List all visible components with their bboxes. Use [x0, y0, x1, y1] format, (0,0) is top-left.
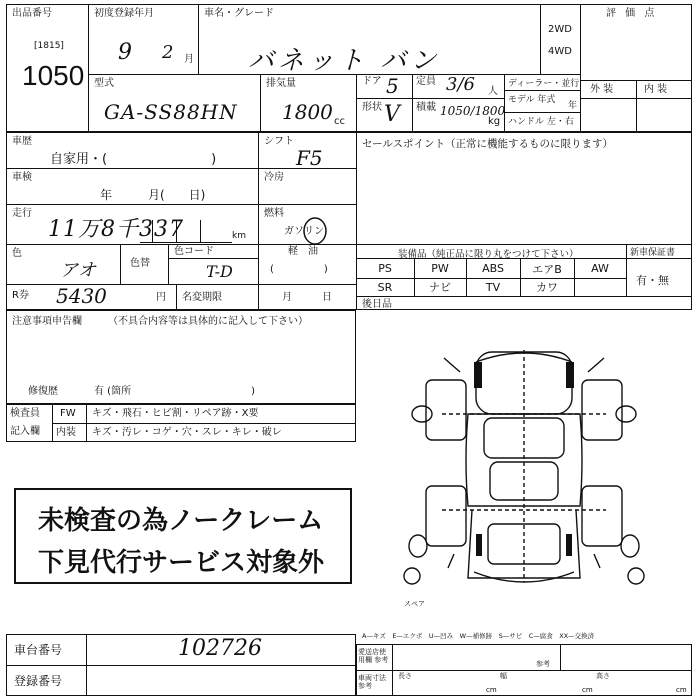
- inspector-label-2: 記入欄: [10, 426, 40, 437]
- load-label: 積載: [416, 102, 436, 113]
- name-change-label: 名変期限: [182, 292, 222, 303]
- fuel-paren: ( ): [270, 264, 328, 275]
- doors-label: ドア: [362, 76, 382, 87]
- lot-number-label: 出品番号: [12, 8, 52, 19]
- shift-label: シフト: [264, 136, 294, 147]
- notice-line-1: 未検査の為ノークレーム: [38, 506, 324, 536]
- equipment-leather: カワ: [536, 281, 558, 294]
- notes-subtitle: （不具合内容等は具体的に記入して下さい）: [108, 316, 308, 327]
- fuel-gasoline: ガソリン: [284, 226, 324, 237]
- first-registration-year: 9: [118, 40, 132, 65]
- score-label: 評 価 点: [606, 8, 658, 19]
- recycle-label: R券: [12, 290, 29, 301]
- inspection-label: 車検: [12, 172, 32, 183]
- ac-label: 冷房: [264, 172, 284, 183]
- later-items-label: 後日品: [362, 299, 392, 310]
- length-unit: cm: [486, 686, 497, 694]
- name-change-value: 月 日: [282, 292, 332, 303]
- inspector-label-1: 検査員: [10, 408, 40, 419]
- inspection-value: 年 月( 日): [100, 188, 206, 202]
- model-value: GA-SS88HN: [104, 100, 238, 124]
- dealer-label: ディーラー・並行: [508, 79, 580, 89]
- first-registration-month-unit: 月: [184, 54, 194, 65]
- warranty-value: 有・無: [636, 274, 669, 287]
- equipment-airbag: エアB: [532, 262, 562, 276]
- ref2-label: 車両寸法 参考: [358, 674, 386, 690]
- repaint-label: 色替: [130, 258, 150, 269]
- interior-check-value: キズ・汚レ・コゲ・穴・スレ・キレ・破レ: [92, 427, 282, 438]
- fw-label: FW: [60, 408, 76, 419]
- shift-value: F5: [296, 146, 323, 170]
- shape-label: 形状: [362, 102, 382, 113]
- ref1-label: 愛送店使用欄 参考: [358, 648, 389, 664]
- displacement-label: 排気量: [266, 78, 296, 89]
- load-value: 1050/1800: [440, 104, 506, 118]
- equipment-abs: ABS: [482, 262, 504, 275]
- mileage-label: 走行: [12, 208, 32, 219]
- interior-label: 内 装: [644, 84, 668, 95]
- usage-label: 車歴: [12, 136, 32, 147]
- capacity-unit: 人: [488, 86, 498, 97]
- handle-label: ハンドル 左・右: [508, 117, 574, 127]
- model-year-unit: 年: [568, 101, 578, 111]
- sales-point-label: セールスポイント（正常に機能するものに限ります）: [362, 138, 614, 150]
- car-name-label: 車名・グレード: [204, 8, 274, 19]
- usage-value: 自家用・( ): [50, 152, 217, 167]
- notice-line-2: 下見代行サービス対象外: [38, 548, 325, 578]
- lot-tag: [1815]: [34, 41, 64, 51]
- equipment-navi: ナビ: [429, 281, 451, 294]
- notes-title: 注意事項申告欄: [12, 316, 82, 327]
- doors-value: 5: [386, 74, 399, 98]
- color-value: アオ: [60, 260, 96, 281]
- exterior-label: 外 装: [590, 84, 614, 95]
- fw-value: キズ・飛石・ヒビ割・リペア跡・X要: [92, 408, 259, 419]
- damage-legend: A—キズ E—エクボ U—凹み W—補修跡 S—サビ C—腐食 XX—交換済: [362, 632, 595, 640]
- fuel-diesel: 軽 油: [288, 246, 318, 257]
- displacement-value: 1800: [282, 100, 333, 124]
- repair-history-label: 修復歴: [28, 386, 58, 397]
- drive-4wd: 4WD: [548, 46, 572, 57]
- lot-number: 1050: [22, 60, 85, 91]
- height-label: 高さ: [596, 672, 610, 680]
- spare-label: スペア: [404, 600, 425, 608]
- drive-2wd: 2WD: [548, 24, 572, 35]
- registration-label: 登録番号: [14, 674, 63, 688]
- capacity-label: 定員: [416, 76, 436, 87]
- ref1-reference: 参考: [536, 660, 550, 668]
- shape-value: V: [384, 102, 400, 127]
- chassis-label: 車台番号: [14, 643, 63, 657]
- width-label: 幅: [500, 672, 507, 680]
- interior-check-label: 内装: [56, 427, 76, 438]
- recycle-unit: 円: [156, 292, 166, 303]
- equipment-title: 装備品（純正品に限り丸をつけて下さい）: [398, 249, 579, 260]
- color-label: 色: [12, 248, 22, 259]
- equipment-aw: AW: [591, 262, 609, 275]
- height-unit: cm: [676, 686, 687, 694]
- car-name: バネット バン: [248, 46, 441, 76]
- equipment-sr: SR: [377, 280, 393, 294]
- width-unit: cm: [582, 686, 593, 694]
- fuel-selection-circle: [300, 216, 330, 246]
- model-year-label: モデル 年式: [508, 95, 556, 105]
- color-code-label: 色コード: [174, 246, 214, 257]
- chassis-value: 102726: [178, 636, 262, 661]
- mileage-unit: km: [232, 231, 246, 241]
- first-registration-month: 2: [162, 42, 174, 63]
- equipment-ps: PS: [378, 262, 392, 275]
- equipment-pw: PW: [431, 262, 449, 275]
- equipment-tv: TV: [485, 280, 501, 294]
- fuel-label: 燃料: [264, 208, 284, 219]
- first-registration-label: 初度登録年月: [94, 8, 154, 19]
- load-unit: kg: [488, 116, 501, 127]
- displacement-unit: cc: [334, 116, 345, 127]
- repair-history-value: 有 (箇所 ): [94, 386, 255, 397]
- capacity-value: 3/6: [446, 74, 475, 95]
- length-label: 長さ: [398, 672, 412, 680]
- warranty-label: 新車保証書: [630, 248, 676, 258]
- color-code-value: T-D: [206, 262, 233, 281]
- mileage-value: 11万8千337: [48, 217, 184, 242]
- model-label: 型式: [94, 78, 114, 89]
- car-damage-diagram: [356, 310, 692, 626]
- recycle-value: 5430: [56, 284, 107, 308]
